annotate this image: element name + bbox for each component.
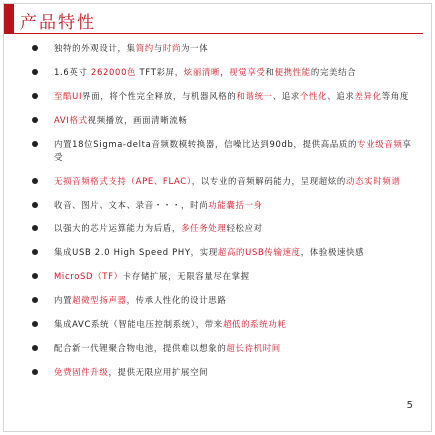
feature-highlight-text: MicroSD（TF） <box>54 271 123 282</box>
bullet-icon <box>32 45 38 51</box>
feature-highlight-text: 便携性能 <box>274 66 311 77</box>
bullet-icon <box>32 345 38 351</box>
page-frame <box>3 3 432 432</box>
feature-text: 、追求 <box>327 90 355 101</box>
feature-text: 界面，将个性完全释放，与机器风格的 <box>82 90 237 101</box>
feature-text: 1.6英寸 <box>54 66 91 77</box>
feature-item <box>26 294 418 307</box>
feature-text: 享受 <box>54 138 412 162</box>
feature-text: ，传承人性化的设计思路 <box>126 295 227 306</box>
feature-text: 内置18位Sigma-delta音频数模转换器，信噪比达到90db，提供高品质的 <box>54 138 358 149</box>
feature-highlight-text: AVI格式 <box>54 114 88 125</box>
feature-text: 配合新一代锂聚合物电池，提供难以想象的 <box>54 343 227 354</box>
bullet-icon <box>32 369 38 375</box>
feature-highlight-text: 功能囊括一身 <box>208 199 263 210</box>
header-accent-bar <box>4 4 14 34</box>
feature-item <box>26 138 418 163</box>
bullet-icon <box>32 297 38 303</box>
feature-item <box>26 199 418 212</box>
feature-highlight-text: 免费固件升级 <box>54 367 109 378</box>
feature-highlight-text: 动态实时频谱 <box>346 175 401 186</box>
feature-highlight-text: 无损音频格式支持（APE、FLAC） <box>54 175 192 186</box>
feature-text: 等角度 <box>381 90 409 101</box>
bullet-icon <box>32 69 38 75</box>
feature-highlight-text: 超高的USB传输速度 <box>217 247 301 258</box>
feature-item <box>26 42 418 55</box>
bullet-icon <box>32 117 38 123</box>
feature-highlight-text: 多任务处理 <box>181 223 227 234</box>
feature-highlight-text: 262000色 <box>90 66 137 77</box>
feature-text: 以强大的芯片运算能力为后盾， <box>54 223 182 234</box>
feature-text: 独特的外观设计，集 <box>54 43 136 53</box>
feature-item <box>26 175 418 188</box>
feature-highlight-text: 炫丽清晰 <box>183 66 221 77</box>
feature-item <box>26 222 418 235</box>
feature-highlight-text: 超低的系统功耗 <box>222 319 287 330</box>
feature-text: 收音、图片、文本、录音・・・，时尚 <box>54 199 209 210</box>
feature-text: 视频播放，画面清晰流畅 <box>87 114 188 125</box>
feature-item <box>26 318 418 331</box>
feature-text: 的完美结合 <box>310 66 357 77</box>
feature-highlight-text: 简约 <box>135 43 154 53</box>
feature-item <box>26 114 418 127</box>
bullet-icon <box>32 141 38 147</box>
feature-item <box>26 270 418 283</box>
feature-text: 卡存储扩展，无限容量尽在掌握 <box>122 271 250 282</box>
feature-text: ，以专业的音频解码能力，呈现超炫的 <box>191 175 346 186</box>
feature-text: 内置 <box>54 295 73 306</box>
bullet-icon <box>32 321 38 327</box>
feature-list <box>26 42 418 390</box>
feature-text: TFT彩屏， <box>136 66 184 77</box>
page-number: 5 <box>406 400 413 411</box>
feature-highlight-text: 差异化 <box>354 90 382 101</box>
bullet-icon <box>32 93 38 99</box>
feature-item <box>26 66 418 79</box>
feature-text: ，提供无限应用扩展空间 <box>108 367 209 378</box>
page-title: 产品特性 <box>20 13 96 33</box>
bullet-icon <box>32 249 38 255</box>
feature-highlight-text: 专业级音频 <box>357 138 403 149</box>
feature-text: 和 <box>265 66 275 77</box>
feature-highlight-text: 视觉享受 <box>229 66 266 77</box>
feature-text: 轻松应对 <box>226 223 263 234</box>
feature-text: 与 <box>153 43 163 53</box>
feature-highlight-text: 个性化 <box>299 90 328 101</box>
header-underline <box>14 33 423 34</box>
feature-text: 集成AVC系统（智能电压控制系统），带来 <box>54 319 223 330</box>
feature-text: 、追求 <box>272 90 300 101</box>
feature-highlight-text: 超长待机时间 <box>226 343 281 354</box>
feature-item <box>26 90 418 103</box>
bullet-icon <box>32 225 38 231</box>
feature-item <box>26 246 418 259</box>
feature-highlight-text: 和谐统一 <box>236 90 273 101</box>
feature-text: ，体验极速快感 <box>300 247 365 258</box>
feature-highlight-text: 时尚 <box>162 43 182 53</box>
bullet-icon <box>32 202 38 208</box>
bullet-icon <box>32 273 38 279</box>
feature-text: 集成USB 2.0 High Speed PHY，实现 <box>54 247 218 258</box>
feature-text: ， <box>220 66 230 77</box>
feature-text: 为一体 <box>181 43 209 53</box>
feature-highlight-text: 至酷UI <box>54 90 83 101</box>
feature-item <box>26 342 418 355</box>
bullet-icon <box>32 178 38 184</box>
feature-highlight-text: 超微型扬声器 <box>72 295 127 306</box>
feature-item <box>26 366 418 379</box>
